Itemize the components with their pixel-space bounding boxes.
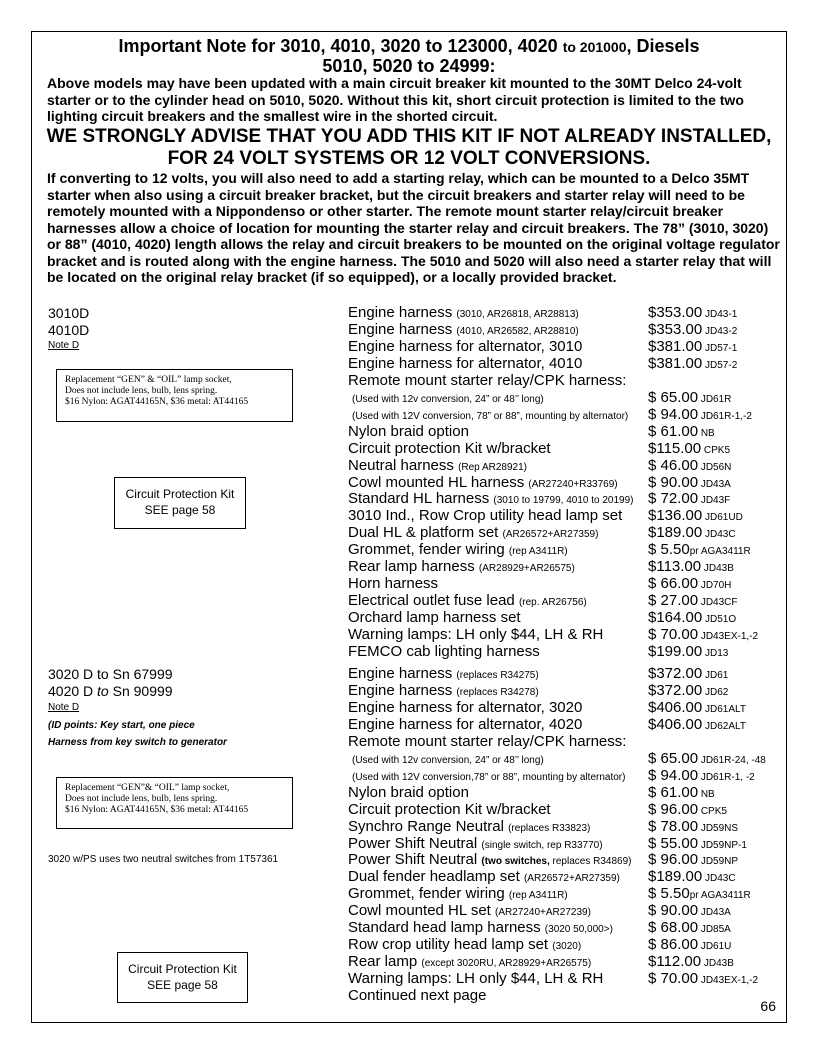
item-note: (3010, AR26818, AR28813) bbox=[456, 309, 579, 320]
item-note: (AR27240+AR27239) bbox=[495, 907, 591, 919]
price-row bbox=[32, 541, 786, 558]
price-row bbox=[32, 835, 786, 852]
part-number: pr AGA3411R bbox=[689, 546, 751, 558]
model-label-part: to bbox=[97, 683, 109, 699]
item-name: Orchard lamp harness set bbox=[348, 609, 521, 627]
item-price: $406.00 bbox=[648, 698, 703, 716]
id-points-note: (ID points: Key start, one piece bbox=[48, 720, 195, 731]
model-label-row bbox=[32, 732, 786, 752]
part-number: JD43B bbox=[701, 563, 734, 575]
item-price: $ 90.00 bbox=[648, 902, 699, 920]
item-note: (Used with 12v conversion, 24” or 48’’ long) bbox=[352, 393, 544, 405]
lamp-note-line: $16 Nylon: AGAT44165N, $36 metal: AT44165 bbox=[65, 805, 249, 815]
item-name: Electrical outlet fuse lead bbox=[348, 592, 519, 610]
cpk-label: Circuit Protection Kit bbox=[125, 487, 235, 501]
model-label-row bbox=[32, 321, 786, 338]
item-description bbox=[348, 987, 486, 1004]
model-label-row bbox=[32, 338, 786, 355]
note-d-link: Note D bbox=[48, 702, 80, 713]
model-label-row bbox=[32, 682, 786, 699]
item-price: $ 94.00 bbox=[648, 405, 699, 423]
item-name: Power Shift Neutral bbox=[348, 834, 482, 852]
power-shift-note: 3020 w/PS uses two neutral switches from 1T57361 bbox=[48, 854, 279, 865]
price-row bbox=[32, 885, 786, 902]
item-name: Nylon braid option bbox=[348, 422, 469, 440]
price-row bbox=[32, 440, 786, 457]
price-row bbox=[32, 423, 786, 440]
part-number: JD59NS bbox=[698, 822, 739, 834]
cpk-page-ref: SEE page 58 bbox=[144, 503, 216, 517]
part-number: JD61R bbox=[698, 393, 732, 405]
item-name: Cowl mounted HL set bbox=[348, 902, 496, 920]
item-note: (replaces R34275) bbox=[456, 670, 539, 681]
item-price: $372.00 bbox=[648, 665, 703, 682]
item-name: Rear lamp bbox=[348, 953, 422, 971]
model-label-row bbox=[32, 852, 786, 869]
item-note-bold: (two switches, bbox=[481, 856, 550, 868]
item-note: (except 3020RU, AR28929+AR26575) bbox=[421, 958, 592, 970]
lamp-note-line: $16 Nylon: AGAT44165N, $36 metal: AT44165 bbox=[65, 397, 249, 407]
item-name: Standard head lamp harness bbox=[348, 919, 545, 937]
model-label bbox=[48, 683, 173, 699]
circuit-protection-kit-box-1 bbox=[114, 477, 246, 529]
part-number: JD59NP bbox=[698, 856, 739, 868]
price-row bbox=[32, 919, 786, 936]
item-price: $381.00 bbox=[648, 354, 703, 372]
circuit-protection-kit-box-2 bbox=[117, 952, 248, 1003]
item-price: $112.00 bbox=[648, 953, 702, 971]
model-label-row bbox=[32, 665, 786, 682]
item-name: Circuit protection Kit w/bracket bbox=[348, 800, 551, 818]
item-name: Neutral harness bbox=[348, 456, 459, 474]
part-number: JD61ALT bbox=[702, 703, 746, 715]
item-note: (rep A3411R) bbox=[508, 546, 568, 558]
price-row bbox=[32, 558, 786, 575]
item-price: $372.00 bbox=[648, 681, 703, 699]
price-row bbox=[32, 868, 786, 885]
item-name: Warning lamps: LH only $44, LH & RH bbox=[348, 626, 604, 644]
part-number: JD43EX-1,-2 bbox=[698, 975, 759, 987]
price-row bbox=[32, 936, 786, 953]
item-description bbox=[348, 440, 551, 457]
item-note: (Used with 12V conversion,78” or 88”, mounting by alternator) bbox=[352, 771, 626, 783]
item-description bbox=[348, 507, 622, 524]
item-price: $136.00 bbox=[648, 507, 703, 525]
item-price: $ 70.00 bbox=[648, 970, 699, 988]
cpk-label: Circuit Protection Kit bbox=[128, 962, 237, 976]
model-label-row bbox=[32, 304, 786, 321]
part-number: JD43A bbox=[698, 478, 731, 490]
model-label-row bbox=[32, 715, 786, 735]
item-price: $ 27.00 bbox=[648, 592, 699, 610]
item-price: $199.00 bbox=[648, 643, 703, 660]
price-row bbox=[32, 750, 786, 767]
item-price: $ 5.50 bbox=[648, 541, 690, 559]
item-name: Engine harness bbox=[348, 304, 457, 321]
item-name: Warning lamps: LH only $44, LH & RH bbox=[348, 970, 604, 988]
item-price: $381.00 bbox=[648, 337, 703, 355]
item-note: (rep A3411R) bbox=[508, 890, 568, 902]
item-price: $164.00 bbox=[648, 609, 703, 627]
model-label: 3020 D to Sn 67999 bbox=[48, 666, 173, 682]
item-name: Engine harness for alternator, 3010 bbox=[348, 337, 583, 355]
item-note: replaces R34869) bbox=[549, 856, 632, 868]
item-description bbox=[348, 372, 626, 389]
part-number: NB bbox=[698, 788, 715, 800]
part-number: JD13 bbox=[702, 648, 729, 659]
item-price: $ 65.00 bbox=[648, 749, 699, 767]
item-price: $353.00 bbox=[648, 304, 703, 321]
item-name: Standard HL harness bbox=[348, 490, 494, 508]
item-note: (4010, AR26582, AR28810) bbox=[456, 325, 579, 337]
item-price-cell bbox=[648, 643, 728, 662]
item-name: Horn harness bbox=[348, 575, 439, 593]
item-price: $ 65.00 bbox=[648, 388, 699, 406]
part-number: JD62 bbox=[702, 686, 729, 698]
item-name: Engine harness for alternator, 4020 bbox=[348, 715, 583, 733]
item-description bbox=[348, 970, 603, 987]
item-name: Grommet, fender wiring bbox=[348, 541, 509, 559]
item-price: $353.00 bbox=[648, 320, 703, 338]
item-note: (3010 to 19799, 4010 to 20199) bbox=[493, 495, 634, 507]
item-note: (Used with 12v conversion, 24” or 48’’ long) bbox=[352, 754, 544, 766]
model-label-part: Sn 90999 bbox=[108, 683, 173, 699]
price-row bbox=[32, 457, 786, 474]
part-number: JD57-2 bbox=[702, 359, 738, 371]
part-number: JD43-2 bbox=[702, 325, 738, 337]
item-price: $ 78.00 bbox=[648, 817, 699, 835]
item-note: (3020 50,000>) bbox=[544, 924, 613, 936]
lamp-note-line: Does not include lens, bulb, lens spring. bbox=[65, 794, 218, 804]
price-row bbox=[32, 575, 786, 592]
item-price: $ 46.00 bbox=[648, 456, 699, 474]
item-price: $ 61.00 bbox=[648, 422, 699, 440]
part-number: JD43C bbox=[702, 873, 736, 885]
item-price: $ 86.00 bbox=[648, 936, 699, 954]
item-name: Synchro Range Neutral bbox=[348, 817, 509, 835]
item-description bbox=[348, 626, 603, 643]
item-note: (rep. AR26756) bbox=[518, 597, 587, 609]
page-title-line2: 5010, 5020 to 24999: bbox=[322, 56, 496, 76]
lamp-note-line: Does not include lens, bulb, lens spring. bbox=[65, 386, 218, 396]
intro-paragraph: Above models may have been updated with a main circuit breaker kit mounted to the 30MT Delco 24-volt starter or to the cylinder head on 5010, 5020. Without this kit, short circuit protection is limited to the two lighting circuit breakers and the smallest wire in the shorted circuit. bbox=[47, 75, 744, 124]
part-number: JD56N bbox=[698, 461, 732, 473]
item-price: $ 96.00 bbox=[648, 851, 699, 869]
item-price: $ 5.50 bbox=[648, 885, 690, 903]
part-number: JD61R-1, -2 bbox=[698, 771, 755, 783]
item-name: Engine harness for alternator, 4010 bbox=[348, 354, 583, 372]
part-number: JD43CF bbox=[698, 597, 738, 609]
part-number: JD43-1 bbox=[702, 309, 738, 320]
item-name: Continued next page bbox=[348, 987, 487, 1005]
item-note: (replaces R33823) bbox=[508, 822, 591, 834]
item-note: (3020) bbox=[552, 941, 582, 953]
advisory-line1: WE STRONGLY ADVISE THAT YOU ADD THIS KIT IF NOT ALREADY INSTALLED, bbox=[46, 126, 772, 147]
item-description bbox=[348, 575, 438, 592]
part-number: JD85A bbox=[698, 924, 731, 936]
item-note: (Used with 12V conversion, 78” or 88”, mounting by alternator) bbox=[352, 410, 629, 422]
item-price: $189.00 bbox=[648, 868, 703, 886]
cpk-page-ref: SEE page 58 bbox=[147, 978, 218, 992]
item-name: Dual fender headlamp set bbox=[348, 868, 524, 886]
item-price: $189.00 bbox=[648, 524, 703, 542]
item-name: Engine harness bbox=[348, 665, 457, 682]
item-name: 3010 Ind., Row Crop utility head lamp set bbox=[348, 507, 623, 525]
catalog-page bbox=[31, 31, 787, 1023]
item-price: $ 61.00 bbox=[648, 783, 699, 801]
price-row bbox=[32, 626, 786, 643]
item-price: $ 68.00 bbox=[648, 919, 699, 937]
item-note: (replaces R34278) bbox=[456, 686, 539, 698]
part-number: JD43B bbox=[701, 958, 734, 970]
part-number: JD61U bbox=[698, 941, 732, 953]
item-description bbox=[348, 784, 469, 801]
item-name: Rear lamp harness bbox=[348, 558, 479, 576]
item-name: Remote mount starter relay/CPK harness: bbox=[348, 371, 627, 389]
item-description bbox=[348, 801, 551, 818]
item-note: (AR27240+R33769) bbox=[528, 478, 618, 490]
price-row bbox=[32, 643, 786, 660]
item-note: (AR26572+AR27359) bbox=[523, 873, 620, 885]
part-number: pr AGA3411R bbox=[689, 890, 751, 902]
item-name: Circuit protection Kit w/bracket bbox=[348, 439, 551, 457]
part-number: JD43EX-1,-2 bbox=[698, 631, 759, 643]
item-note: (AR28929+AR26575) bbox=[478, 563, 575, 575]
item-name: Power Shift Neutral bbox=[348, 851, 482, 869]
lamp-socket-note-box-2 bbox=[56, 777, 293, 829]
part-number: JD43A bbox=[698, 907, 731, 919]
item-note: (single switch, rep R33770) bbox=[481, 839, 603, 851]
item-name: Engine harness for alternator, 3020 bbox=[348, 698, 583, 716]
item-price: $ 96.00 bbox=[648, 800, 699, 818]
item-price: $113.00 bbox=[648, 558, 702, 576]
part-number: JD59NP-1 bbox=[698, 839, 747, 851]
lamp-socket-note-box-1 bbox=[56, 369, 293, 422]
item-price: $ 90.00 bbox=[648, 473, 699, 491]
item-name: Remote mount starter relay/CPK harness: bbox=[348, 732, 627, 750]
advisory-line2: FOR 24 VOLT SYSTEMS OR 12 VOLT CONVERSIONS. bbox=[167, 148, 651, 169]
item-name: Cowl mounted HL harness bbox=[348, 473, 529, 491]
item-price: $406.00 bbox=[648, 715, 703, 733]
item-note: (Rep AR28921) bbox=[458, 461, 527, 473]
page-number: 66 bbox=[760, 998, 776, 1014]
part-number: CPK5 bbox=[701, 444, 731, 456]
item-price: $ 66.00 bbox=[648, 575, 699, 593]
part-number: JD43C bbox=[702, 529, 736, 541]
item-name: Dual HL & platform set bbox=[348, 524, 503, 542]
item-price: $115.00 bbox=[648, 439, 702, 457]
part-number: JD70H bbox=[698, 580, 732, 592]
item-name: Engine harness bbox=[348, 681, 457, 699]
part-number: JD61R-24, -48 bbox=[698, 754, 766, 766]
part-number: JD62ALT bbox=[702, 720, 746, 732]
part-number: JD43F bbox=[698, 495, 731, 507]
item-description bbox=[348, 355, 582, 372]
item-price: $ 55.00 bbox=[648, 834, 699, 852]
model-label: 3010D bbox=[48, 305, 90, 321]
model-label-part: 4020 D bbox=[48, 683, 98, 699]
item-name: Grommet, fender wiring bbox=[348, 885, 509, 903]
part-number: NB bbox=[698, 427, 715, 439]
harness-note: Harness from key switch to generator bbox=[48, 737, 227, 748]
item-name: Engine harness bbox=[348, 320, 457, 338]
item-note: (AR26572+AR27359) bbox=[502, 529, 599, 541]
lamp-note-line: Replacement “GEN” & “OIL” lamp socket, bbox=[65, 375, 232, 385]
price-row bbox=[32, 592, 786, 609]
item-description bbox=[348, 609, 521, 626]
price-row bbox=[32, 609, 786, 626]
part-number: CPK5 bbox=[698, 805, 727, 817]
item-price: $ 70.00 bbox=[648, 626, 699, 644]
item-price: $ 72.00 bbox=[648, 490, 699, 508]
item-name: FEMCO cab lighting harness bbox=[348, 643, 540, 660]
part-number: JD57-1 bbox=[702, 342, 738, 354]
item-name: Row crop utility head lamp set bbox=[348, 936, 553, 954]
part-number: JD61R-1,-2 bbox=[698, 410, 752, 422]
model-label: 4010D bbox=[48, 322, 90, 338]
item-description bbox=[348, 423, 469, 440]
part-number: JD61UD bbox=[702, 512, 743, 524]
item-name: Nylon braid option bbox=[348, 783, 469, 801]
page-title-line1: Important Note for 3010, 4010, 3020 to 123000, 4020 to 201000, Diesels bbox=[118, 36, 700, 56]
price-row bbox=[32, 902, 786, 919]
item-price: $ 94.00 bbox=[648, 766, 699, 784]
model-label-row bbox=[32, 700, 786, 717]
note-d-link: Note D bbox=[48, 340, 80, 351]
part-number: JD61 bbox=[702, 670, 729, 681]
conversion-paragraph: If converting to 12 volts, you will also need to add a starting relay, which can be mounted to a Delco 35MT starter when also using a circuit breaker bracket, but the circuit breakers and starter relay will need to be remotely mounted with a Nippondenso or other starter. The remote mount starter relay/circuit breaker harnesses allow a choice of location for mounting the starter relay and circuit breakers. The 78” (3010, 3020) or 88” (4010, 4020) length allows the relay and circuit breakers to be mounted on the original voltage regulator bracket and is routed along with the engine harness. The 5010 and 5020 will also need a starter relay that will be located on the original relay bracket (if so equipped), or a locally provided bracket. bbox=[47, 170, 780, 285]
lamp-note-line: Replacement “GEN”& “OIL” lamp socket, bbox=[65, 783, 230, 793]
part-number: JD51O bbox=[702, 614, 737, 626]
item-description bbox=[348, 643, 540, 660]
